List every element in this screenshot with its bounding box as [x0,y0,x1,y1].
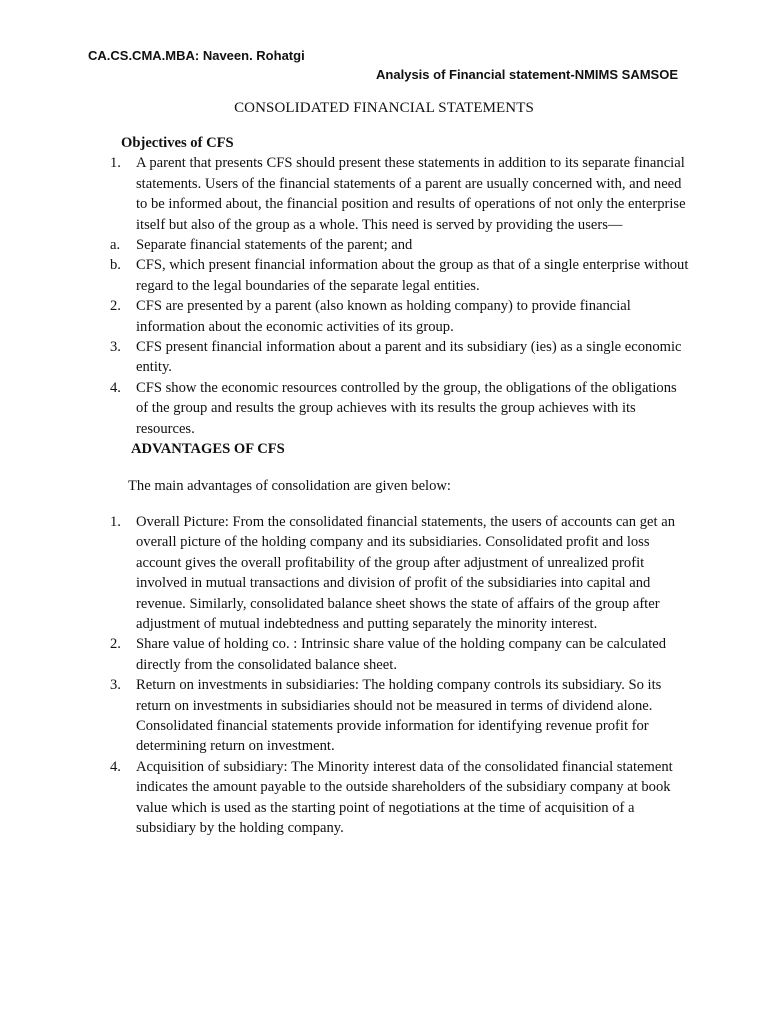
list-marker: 2. [110,298,121,315]
list-item-text: CFS, which present financial information about the group as that of a single enterprise without regard to the legal boundaries of the separate legal entities. [136,257,689,294]
list-item-text: Separate financial statements of the parent; and [136,237,413,254]
list-item-text: CFS present financial information about a parent and its subsidiary (ies) as a single economic entity. [136,339,682,376]
course-header: Analysis of Financial statement-NMIMS SAMSOE [376,67,678,82]
list-marker: b. [110,257,121,274]
list-marker: a. [110,237,121,254]
advantages-intro: The main advantages of consolidation are given below: [128,477,451,494]
list-marker: 3. [110,339,121,356]
list-marker: 4. [110,758,121,775]
document-body [110,133,690,838]
author-header: CA.CS.CMA.MBA: Naveen. Rohatgi [88,48,305,63]
list-item [110,296,690,337]
list-item-text: Return on investments in subsidiaries: The holding company controls its subsidiary. So its return on investments in subsidiaries should not be measured in terms of dividend alone. Consolidated financial statements provide information for identifying revenue profit for determining return on investment. [136,677,662,755]
list-item [110,235,690,255]
list-item [110,512,690,634]
objectives-heading: Objectives of CFS [121,135,234,151]
list-marker: 1. [110,155,121,172]
list-item [110,675,690,757]
list-item [110,153,690,235]
advantages-heading: ADVANTAGES OF CFS [131,441,285,458]
list-item-text: Acquisition of subsidiary: The Minority interest data of the consolidated financial statement indicates the amount payable to the outside shareholders of the subsidiary company at book value which is used as the starting point of negotiations at the time of acquisition of a subsidiary by the holding company. [136,758,673,836]
list-item [110,255,690,296]
list-marker: 1. [110,513,121,530]
objectives-list [110,153,690,439]
document-title: CONSOLIDATED FINANCIAL STATEMENTS [234,100,534,116]
list-marker: 2. [110,636,121,653]
list-item [110,634,690,675]
list-item [110,337,690,378]
list-item-text: CFS are presented by a parent (also known as holding company) to provide financial information about the economic activities of its group. [136,298,631,335]
list-item-text: Share value of holding co. : Intrinsic share value of the holding company can be calculated directly from the consolidated balance sheet. [136,636,667,673]
list-item-text: CFS show the economic resources controlled by the group, the obligations of the obligations of the group and results the group achieves with its results the group achieves with its resources. [136,379,677,437]
list-item [110,757,690,839]
advantages-list [110,512,690,839]
list-marker: 3. [110,677,121,694]
list-item-text: Overall Picture: From the consolidated financial statements, the users of accounts can get an overall picture of the holding company and its subsidiaries. Consolidated profit and loss account gives the overall profitability of the group after adjustment of unrealized profit involved in mutual transactions and division of profit of the subsidiaries into capital and revenue. Similarly, consolidated balance sheet shows the state of affairs of the group after adjustment of mutual indebtedness and putting separately the minority interest. [136,513,675,632]
list-marker: 4. [110,379,121,396]
list-item-text: A parent that presents CFS should present these statements in addition to its separate financial statements. Users of the financial statements of a parent are usually concerned with, and need to be informed about, the financial position and results of operations of not only the enterprise itself but also of the group as a whole. This need is served by providing the users— [136,155,686,233]
list-item [110,378,690,439]
